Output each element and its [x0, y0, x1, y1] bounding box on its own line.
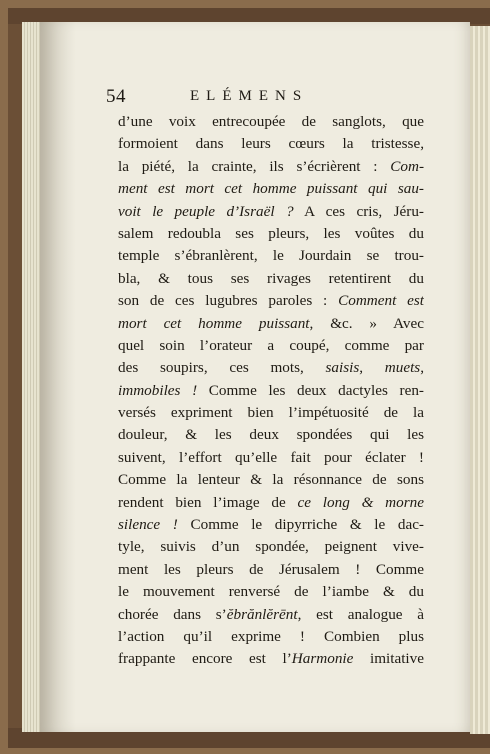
text-line	[118, 447, 424, 469]
text-line	[118, 313, 424, 335]
text-line	[118, 357, 424, 379]
text-line	[118, 178, 424, 200]
italic-text: Com-	[390, 157, 424, 175]
italic-text: muets	[384, 359, 421, 377]
text-segment: A ces cris, Jéru-	[293, 202, 424, 220]
text-segment: rendent bien l’image de	[118, 493, 298, 511]
text-segment: son de ces lugubres paroles :	[118, 292, 339, 310]
text-segment: tyle, suivis d’un spondée, peignent vive-	[118, 538, 424, 556]
running-head: ELÉMENS	[190, 88, 309, 104]
text-segment: ,	[420, 359, 424, 377]
text-segment: salem redoubla ses pleurs, les voûtes du	[118, 224, 424, 242]
italic-text: ĕbrănlĕrēnt	[226, 605, 298, 623]
italic-text: silence !	[118, 516, 178, 534]
text-line	[118, 536, 424, 558]
text-segment: versés expriment bien l’impétuosité de la	[118, 404, 424, 422]
page-header	[106, 86, 396, 110]
text-segment: suivent, l’effort qu’elle fait pour éclater !	[118, 448, 424, 466]
text-segment: d’une voix entrecoupée de sanglots, que	[118, 113, 424, 130]
text-segment: l’action qu’il exprime ! Combien plus	[118, 627, 424, 645]
text-segment: , est analogue à	[297, 605, 424, 623]
text-segment: quel soin l’orateur a coupé, comme par	[118, 336, 424, 354]
text-line	[118, 380, 424, 402]
text-segment: , &c. » Avec	[309, 314, 424, 332]
text-line	[118, 492, 424, 514]
italic-text: saisis	[325, 359, 360, 377]
text-segment: imitative	[353, 650, 424, 668]
italic-text: immobiles !	[118, 381, 198, 399]
italic-text: ment est mort cet homme puissant qui sau-	[118, 180, 424, 198]
text-line	[118, 156, 424, 178]
text-segment: le mouvement renversé de l’iambe & du	[118, 583, 424, 601]
text-segment: douleur, & les deux spondées qui les	[118, 426, 424, 444]
text-line	[118, 245, 424, 267]
text-segment: bla, & tous ses rivages retentirent du	[118, 269, 424, 287]
text-line	[118, 290, 424, 312]
text-line	[118, 402, 424, 424]
text-segment: ment les pleurs de Jérusalem ! Comme	[118, 560, 424, 578]
text-segment: chorée dans s’	[118, 605, 227, 623]
text-line	[118, 268, 424, 290]
page-number: 54	[106, 86, 126, 107]
left-page-stack	[22, 22, 42, 732]
text-segment: temple s’ébranlèrent, le Jourdain se trou-	[118, 247, 424, 265]
text-line	[118, 604, 424, 626]
right-page-stack	[470, 26, 490, 734]
text-segment: frappante encore est l’	[118, 650, 292, 668]
text-line	[118, 335, 424, 357]
text-segment: la piété, la crainte, ils s’écrièrent :	[118, 157, 391, 175]
text-line	[118, 223, 424, 245]
text-segment: Comme le dipyrriche & le dac-	[177, 516, 424, 534]
italic-text: Comment est	[338, 292, 424, 310]
text-segment: Comme les deux dactyles ren-	[197, 381, 424, 399]
italic-text: Harmonie	[291, 650, 354, 668]
italic-text: ce long & morne	[297, 493, 424, 511]
text-line	[118, 111, 424, 133]
gutter-shadow	[40, 22, 76, 732]
text-segment: Comme la lenteur & la résonnance de sons	[118, 471, 424, 489]
body-text	[118, 111, 424, 671]
text-line	[118, 514, 424, 536]
italic-text: voit le peuple d’Israël ?	[118, 202, 294, 220]
text-line	[118, 469, 424, 491]
text-segment: formoient dans leurs cœurs la tristesse,	[118, 135, 424, 153]
text-line	[118, 201, 424, 223]
text-segment: ,	[359, 359, 385, 377]
text-line	[118, 424, 424, 446]
text-line	[118, 559, 424, 581]
text-line	[118, 581, 424, 603]
text-segment: des soupirs, ces mots,	[118, 359, 326, 377]
text-line	[118, 133, 424, 155]
text-line	[118, 648, 424, 670]
italic-text: mort cet homme puissant	[118, 314, 310, 332]
text-line	[118, 626, 424, 648]
